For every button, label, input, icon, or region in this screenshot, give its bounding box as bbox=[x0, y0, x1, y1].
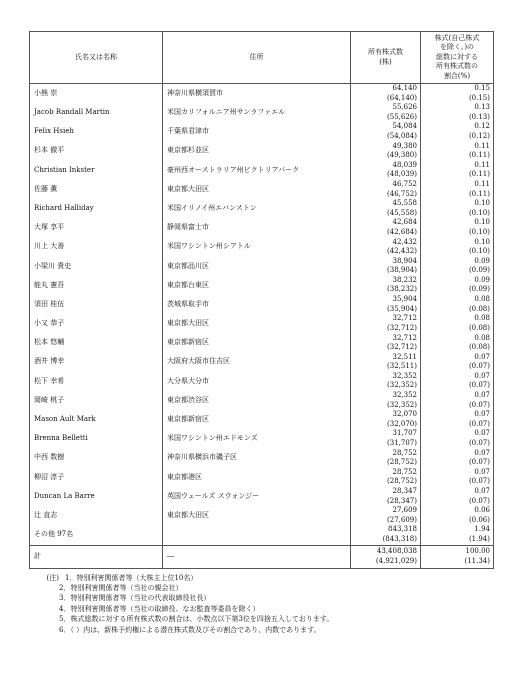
footnotes bbox=[29, 573, 493, 635]
table-row bbox=[30, 487, 494, 506]
shareholder-name: Richard Halliday bbox=[30, 199, 163, 218]
table-row bbox=[30, 525, 494, 545]
footnote-indent bbox=[29, 583, 59, 593]
table-row bbox=[30, 314, 494, 333]
shares-value: 28,752 bbox=[392, 448, 417, 457]
ratio-value: 0.10 bbox=[474, 218, 490, 227]
shareholder-name: 柳沼 淳子 bbox=[30, 468, 163, 487]
ratio-value: 0.07 bbox=[474, 410, 490, 419]
footnote-item bbox=[29, 583, 493, 593]
ratio-cell bbox=[421, 84, 494, 104]
shares-potential: (32,511) bbox=[387, 362, 417, 371]
shares-value: 54,084 bbox=[392, 122, 417, 131]
ratio-cell bbox=[421, 199, 494, 218]
shareholder-address: 豪州西オーストラリア州ビクトリアパーク bbox=[163, 161, 351, 180]
shareholder-name: 川上 大善 bbox=[30, 238, 163, 257]
table-row bbox=[30, 238, 494, 257]
shares-cell bbox=[351, 276, 421, 295]
ratio-cell bbox=[421, 122, 494, 141]
table-row bbox=[30, 468, 494, 487]
footnote-indent bbox=[29, 614, 59, 624]
shares-cell bbox=[351, 391, 421, 410]
ratio-potential: (0.06) bbox=[468, 515, 490, 524]
shares-value: 32,712 bbox=[392, 333, 417, 342]
ratio-potential: (0.07) bbox=[468, 438, 490, 447]
shares-value: 49,380 bbox=[392, 141, 417, 150]
shares-cell bbox=[351, 84, 421, 104]
table-body bbox=[30, 84, 494, 546]
ratio-value: 0.08 bbox=[474, 295, 490, 304]
footnote-item bbox=[29, 604, 493, 614]
shareholder-address: 千葉県君津市 bbox=[163, 122, 351, 141]
shares-value: 35,904 bbox=[392, 295, 417, 304]
shares-value: 32,070 bbox=[392, 410, 417, 419]
footnote-indent bbox=[29, 593, 59, 603]
footnote-text: 3．特別利害関係者等（当社の代表取締役社長） bbox=[59, 594, 211, 603]
ratio-cell bbox=[421, 372, 494, 391]
shares-potential: (64,140) bbox=[387, 93, 417, 102]
ratio-potential: (0.09) bbox=[468, 266, 490, 275]
total-ratio: 100.00 bbox=[465, 547, 490, 555]
table-row bbox=[30, 257, 494, 276]
ratio-value: 0.11 bbox=[474, 180, 490, 189]
ratio-value: 0.07 bbox=[474, 371, 490, 380]
shares-potential: (46,752) bbox=[387, 189, 417, 198]
shareholder-name: Felix Hsieh bbox=[30, 122, 163, 141]
ratio-value: 0.09 bbox=[474, 275, 490, 284]
shares-value: 64,140 bbox=[392, 84, 417, 93]
shares-cell bbox=[351, 506, 421, 525]
shares-value: 42,684 bbox=[392, 218, 417, 227]
shares-potential: (48,039) bbox=[387, 170, 417, 179]
shareholder-address: 大分県大分市 bbox=[163, 372, 351, 391]
table-row bbox=[30, 103, 494, 122]
ratio-potential: (0.08) bbox=[468, 323, 490, 332]
table-row bbox=[30, 372, 494, 391]
ratio-value: 0.07 bbox=[474, 487, 490, 496]
ratio-value: 0.11 bbox=[474, 141, 490, 150]
footnote-indent bbox=[29, 625, 59, 635]
ratio-cell bbox=[421, 506, 494, 525]
shares-cell bbox=[351, 525, 421, 545]
shares-potential: (32,070) bbox=[387, 419, 417, 428]
footnote-text: 6．（ ）内は、新株予約権による潜在株式数及びその割合であり、内数であります。 bbox=[59, 625, 321, 634]
shares-cell bbox=[351, 142, 421, 161]
shares-value: 48,039 bbox=[392, 160, 417, 169]
shares-value: 28,347 bbox=[392, 487, 417, 496]
ratio-potential: (0.12) bbox=[468, 131, 490, 140]
shares-value: 32,712 bbox=[392, 314, 417, 323]
shareholder-address: 茨城県取手市 bbox=[163, 295, 351, 314]
ratio-value: 0.07 bbox=[474, 467, 490, 476]
shares-cell bbox=[351, 410, 421, 429]
ratio-cell bbox=[421, 487, 494, 506]
shares-potential: (42,432) bbox=[387, 247, 417, 256]
table-row bbox=[30, 410, 494, 429]
shareholder-address: 米国ワシントン州エドモンズ bbox=[163, 429, 351, 448]
shares-value: 38,232 bbox=[392, 275, 417, 284]
ratio-value: 0.10 bbox=[474, 199, 490, 208]
shares-potential: (35,904) bbox=[387, 304, 417, 313]
ratio-potential: (0.07) bbox=[468, 419, 490, 428]
ratio-potential: (0.07) bbox=[468, 458, 490, 467]
shareholder-address: 米国イリノイ州エバンストン bbox=[163, 199, 351, 218]
ratio-cell bbox=[421, 238, 494, 257]
footnote-item bbox=[29, 625, 493, 635]
shares-potential: (38,904) bbox=[387, 266, 417, 275]
ratio-potential: (0.11) bbox=[468, 189, 490, 198]
shareholder-name: その他 97名 bbox=[30, 525, 163, 545]
table-row bbox=[30, 142, 494, 161]
shares-potential: (32,352) bbox=[387, 381, 417, 390]
shares-value: 55,626 bbox=[392, 103, 417, 112]
table-row bbox=[30, 295, 494, 314]
ratio-value: 0.11 bbox=[474, 160, 490, 169]
shares-cell bbox=[351, 199, 421, 218]
shareholder-address: 大阪府大阪市住吉区 bbox=[163, 353, 351, 372]
shareholder-name: 能丸 憲吾 bbox=[30, 276, 163, 295]
header-address: 住所 bbox=[163, 32, 351, 84]
footnote-item bbox=[29, 573, 493, 583]
ratio-value: 0.12 bbox=[474, 122, 490, 131]
footnote-head: (注) bbox=[46, 573, 59, 582]
shareholder-name: 須田 桂伍 bbox=[30, 295, 163, 314]
shares-potential: (28,752) bbox=[387, 477, 417, 486]
shares-potential: (28,752) bbox=[387, 458, 417, 467]
total-address: ― bbox=[163, 545, 351, 568]
shareholder-address: 東京都台東区 bbox=[163, 276, 351, 295]
shares-potential: (32,712) bbox=[387, 343, 417, 352]
shares-cell bbox=[351, 218, 421, 237]
ratio-potential: (0.09) bbox=[468, 285, 490, 294]
ratio-cell bbox=[421, 276, 494, 295]
shares-cell bbox=[351, 449, 421, 468]
ratio-value: 0.08 bbox=[474, 333, 490, 342]
ratio-cell bbox=[421, 525, 494, 545]
ratio-potential: (0.11) bbox=[468, 151, 490, 160]
shareholder-name: 佐藤 薫 bbox=[30, 180, 163, 199]
ratio-cell bbox=[421, 295, 494, 314]
shares-value: 45,558 bbox=[392, 199, 417, 208]
shareholder-address: 東京都大田区 bbox=[163, 506, 351, 525]
shares-cell bbox=[351, 103, 421, 122]
shares-potential: (49,380) bbox=[387, 151, 417, 160]
shares-cell bbox=[351, 333, 421, 352]
ratio-cell bbox=[421, 218, 494, 237]
ratio-value: 0.07 bbox=[474, 391, 490, 400]
table-row bbox=[30, 180, 494, 199]
ratio-value: 0.07 bbox=[474, 429, 490, 438]
shares-value: 46,752 bbox=[392, 180, 417, 189]
shareholder-name: 酒井 博幸 bbox=[30, 353, 163, 372]
ratio-potential: (0.07) bbox=[468, 362, 490, 371]
table-row bbox=[30, 391, 494, 410]
table-row bbox=[30, 353, 494, 372]
table-header-row bbox=[30, 32, 494, 84]
shareholder-name: 辻 直志 bbox=[30, 506, 163, 525]
table-row bbox=[30, 161, 494, 180]
shares-value: 42,432 bbox=[392, 237, 417, 246]
ratio-cell bbox=[421, 314, 494, 333]
shareholder-address bbox=[163, 525, 351, 545]
ratio-cell bbox=[421, 142, 494, 161]
shareholder-name: 松本 悠輔 bbox=[30, 333, 163, 352]
shareholder-name: Brenna Belletti bbox=[30, 429, 163, 448]
shareholder-address: 神奈川県横浜市磯子区 bbox=[163, 449, 351, 468]
shares-cell bbox=[351, 429, 421, 448]
shares-cell bbox=[351, 468, 421, 487]
table-row bbox=[30, 506, 494, 525]
shareholder-name: 小熊 崇 bbox=[30, 84, 163, 104]
shareholder-address: 静岡県富士市 bbox=[163, 218, 351, 237]
shareholder-address: 英国ウェールズ スウォンジー bbox=[163, 487, 351, 506]
ratio-cell bbox=[421, 410, 494, 429]
shares-value: 28,752 bbox=[392, 467, 417, 476]
ratio-cell bbox=[421, 353, 494, 372]
shareholder-address: 東京都杉並区 bbox=[163, 142, 351, 161]
ratio-cell bbox=[421, 257, 494, 276]
table-row bbox=[30, 199, 494, 218]
ratio-cell bbox=[421, 391, 494, 410]
ratio-potential: (0.07) bbox=[468, 400, 490, 409]
shareholder-address: 東京都渋谷区 bbox=[163, 391, 351, 410]
footnote-item bbox=[29, 593, 493, 603]
shares-potential: (54,084) bbox=[387, 131, 417, 140]
shares-potential: (31,707) bbox=[387, 438, 417, 447]
ratio-value: 0.07 bbox=[474, 448, 490, 457]
header-ratio: 株式(自己株式 を除く。)の 総数に対する 所有株式数の 割合(%) bbox=[421, 32, 494, 84]
shares-cell bbox=[351, 238, 421, 257]
shareholder-name: 杉本 徹平 bbox=[30, 142, 163, 161]
shareholder-name: Jacob Randall Martin bbox=[30, 103, 163, 122]
footnote-indent bbox=[29, 604, 59, 614]
shares-potential: (32,712) bbox=[387, 323, 417, 332]
shareholder-address: 東京都大田区 bbox=[163, 314, 351, 333]
ratio-cell bbox=[421, 449, 494, 468]
ratio-potential: (0.07) bbox=[468, 496, 490, 505]
ratio-value: 0.08 bbox=[474, 314, 490, 323]
ratio-potential: (0.11) bbox=[468, 170, 490, 179]
ratio-potential: (0.08) bbox=[468, 343, 490, 352]
shares-potential: (32,352) bbox=[387, 400, 417, 409]
shares-value: 31,707 bbox=[392, 429, 417, 438]
ratio-cell bbox=[421, 161, 494, 180]
header-shares: 所有株式数 (株) bbox=[351, 32, 421, 84]
shares-cell bbox=[351, 295, 421, 314]
ratio-potential: (0.13) bbox=[468, 112, 490, 121]
shareholder-name: Christian Inkster bbox=[30, 161, 163, 180]
shareholder-address: 東京都港区 bbox=[163, 468, 351, 487]
shareholder-document bbox=[29, 31, 493, 635]
total-row bbox=[30, 545, 494, 568]
footnote-text: 4．特別利害関係者等（当社の取締役、なお監査等委員を除く） bbox=[59, 604, 260, 613]
shares-potential: (45,558) bbox=[387, 208, 417, 217]
shareholder-address: 東京都新宿区 bbox=[163, 410, 351, 429]
shares-potential: (28,347) bbox=[387, 496, 417, 505]
ratio-value: 0.06 bbox=[474, 506, 490, 515]
table-row bbox=[30, 218, 494, 237]
shares-potential: (843,318) bbox=[382, 534, 417, 543]
ratio-potential: (0.07) bbox=[468, 477, 490, 486]
shareholder-name: 小又 恭子 bbox=[30, 314, 163, 333]
shares-cell bbox=[351, 487, 421, 506]
shareholder-name: Mason Ault Mark bbox=[30, 410, 163, 429]
shares-potential: (38,232) bbox=[387, 285, 417, 294]
shareholder-address: 東京都新宿区 bbox=[163, 333, 351, 352]
shareholder-name: 大塚 享平 bbox=[30, 218, 163, 237]
footnote-text: 5．株式総数に対する所有株式数の割合は、小数点以下第3位を四捨五入しております。 bbox=[59, 615, 334, 624]
shares-value: 32,352 bbox=[392, 391, 417, 400]
footnote-text: 2．特別利害関係者等（当社の親会社） bbox=[59, 583, 183, 592]
ratio-potential: (1.94) bbox=[468, 534, 490, 543]
ratio-value: 0.07 bbox=[474, 352, 490, 361]
total-label: 計 bbox=[30, 545, 163, 568]
shareholder-address: 米国ワシントン州シアトル bbox=[163, 238, 351, 257]
shares-cell bbox=[351, 122, 421, 141]
shareholder-name: 小梁川 貴史 bbox=[30, 257, 163, 276]
shares-value: 27,609 bbox=[392, 506, 417, 515]
ratio-potential: (0.15) bbox=[468, 93, 490, 102]
shareholder-address: 米国カリフォルニア州サンラファエル bbox=[163, 103, 351, 122]
shares-value: 843,318 bbox=[388, 525, 417, 534]
total-ratio-cell bbox=[421, 545, 494, 568]
table-row bbox=[30, 122, 494, 141]
shares-cell bbox=[351, 372, 421, 391]
shares-potential: (55,626) bbox=[387, 112, 417, 121]
ratio-potential: (0.07) bbox=[468, 381, 490, 390]
total-shares: 43,408,038 bbox=[376, 547, 417, 555]
table-row bbox=[30, 333, 494, 352]
ratio-value: 1.94 bbox=[474, 525, 490, 534]
shareholder-name: 松下 幸希 bbox=[30, 372, 163, 391]
footnote-text: 1．特別利害関係者等（大株主上位10名） bbox=[65, 573, 198, 582]
table-row bbox=[30, 449, 494, 468]
shares-cell bbox=[351, 353, 421, 372]
ratio-potential: (0.10) bbox=[468, 247, 490, 256]
shares-value: 32,352 bbox=[392, 371, 417, 380]
total-shares-cell bbox=[351, 545, 421, 568]
shareholder-table bbox=[29, 31, 494, 569]
shareholder-address: 神奈川県横須賀市 bbox=[163, 84, 351, 104]
shares-cell bbox=[351, 180, 421, 199]
shareholder-name: Duncan La Barre bbox=[30, 487, 163, 506]
shares-cell bbox=[351, 161, 421, 180]
shares-potential: (27,609) bbox=[387, 515, 417, 524]
ratio-cell bbox=[421, 429, 494, 448]
shares-value: 38,904 bbox=[392, 256, 417, 265]
shares-potential: (42,684) bbox=[387, 227, 417, 236]
ratio-value: 0.13 bbox=[474, 103, 490, 112]
shareholder-address: 東京都大田区 bbox=[163, 180, 351, 199]
shareholder-name: 岡崎 桃子 bbox=[30, 391, 163, 410]
shares-value: 32,511 bbox=[392, 352, 417, 361]
shareholder-address: 東京都品川区 bbox=[163, 257, 351, 276]
ratio-value: 0.15 bbox=[474, 84, 490, 93]
shares-cell bbox=[351, 257, 421, 276]
table-row bbox=[30, 84, 494, 104]
ratio-value: 0.10 bbox=[474, 237, 490, 246]
ratio-potential: (0.10) bbox=[468, 227, 490, 236]
ratio-cell bbox=[421, 180, 494, 199]
ratio-cell bbox=[421, 103, 494, 122]
ratio-potential: (0.08) bbox=[468, 304, 490, 313]
ratio-cell bbox=[421, 333, 494, 352]
total-ratio-potential: (11.34) bbox=[464, 556, 490, 565]
shareholder-name: 中西 数樹 bbox=[30, 449, 163, 468]
ratio-value: 0.09 bbox=[474, 256, 490, 265]
table-row bbox=[30, 276, 494, 295]
shares-cell bbox=[351, 314, 421, 333]
total-shares-potential: (4,921,029) bbox=[375, 556, 417, 565]
header-name: 氏名又は名称 bbox=[30, 32, 163, 84]
footnote-item bbox=[29, 614, 493, 624]
ratio-potential: (0.10) bbox=[468, 208, 490, 217]
table-row bbox=[30, 429, 494, 448]
ratio-cell bbox=[421, 468, 494, 487]
